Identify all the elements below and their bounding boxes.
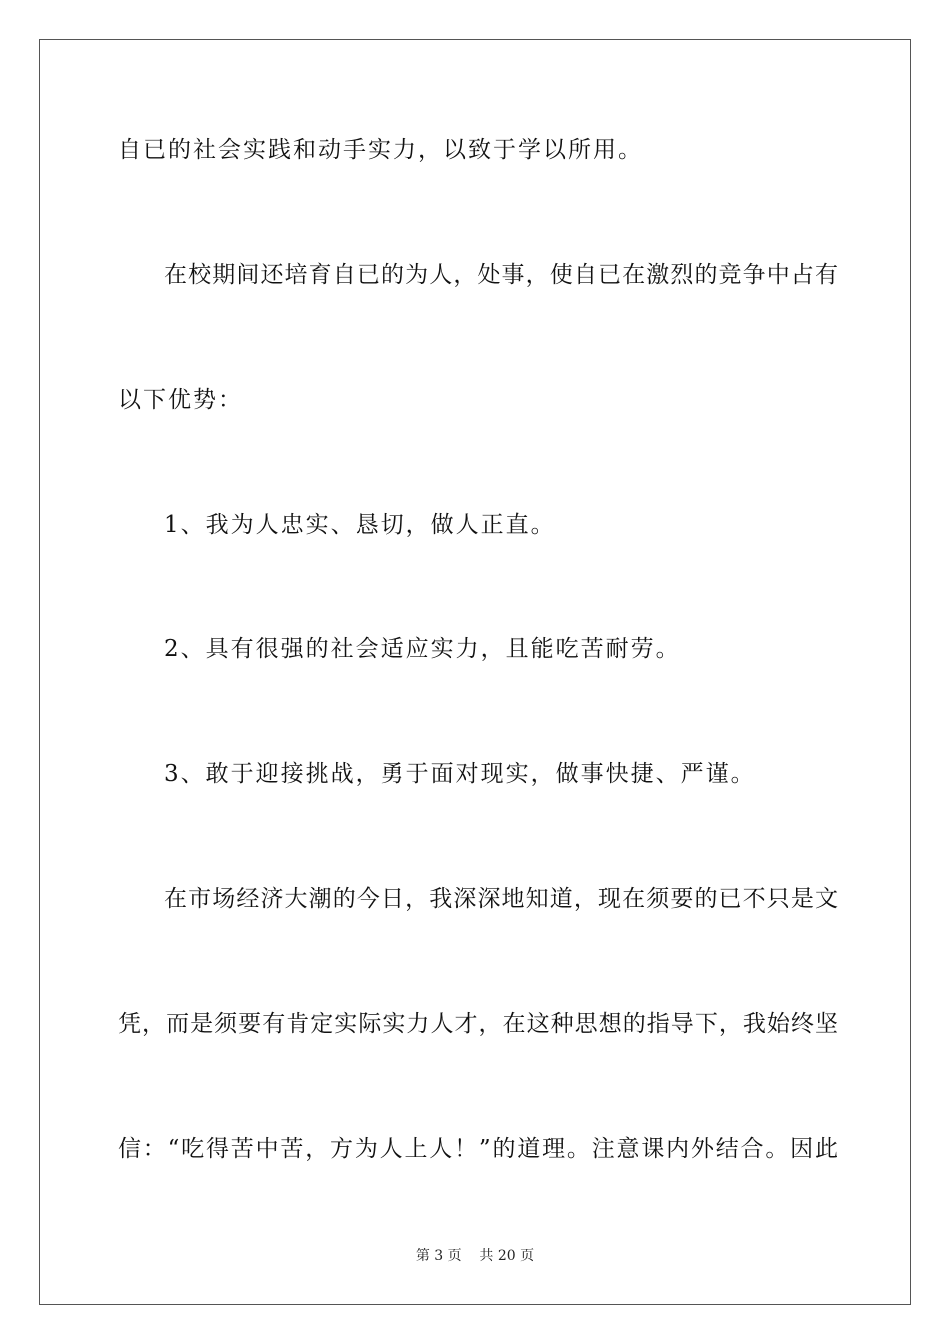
text-line-5: 2、具有很强的社会适应实力，且能吃苦耐劳。 [164,636,681,662]
text-line-2: 在校期间还培育自已的为人，处事，使自已在激烈的竞争中占有 [164,262,838,288]
text-line-7: 在市场经济大潮的今日，我深深地知道，现在须要的已不只是文 [164,886,838,912]
page-footer [0,1247,950,1265]
page-frame [39,39,911,1305]
text-line-4: 1、我为人忠实、恳切，做人正直。 [164,512,556,538]
text-line-6: 3、敢于迎接挑战，勇于面对现实，做事快捷、严谨。 [164,761,756,787]
text-line-8: 凭，而是须要有肯定实际实力人才，在这种思想的指导下，我始终坚 [118,1011,838,1037]
text-line-3: 以下优势： [118,387,243,413]
page-number-label: 第 3 页 共 20 页 [415,1248,535,1264]
text-line-9: 信：“吃得苦中苦，方为人上人！”的道理。注意课内外结合。因此 [118,1136,838,1162]
text-line-1: 自已的社会实践和动手实力，以致于学以所用。 [118,137,643,163]
